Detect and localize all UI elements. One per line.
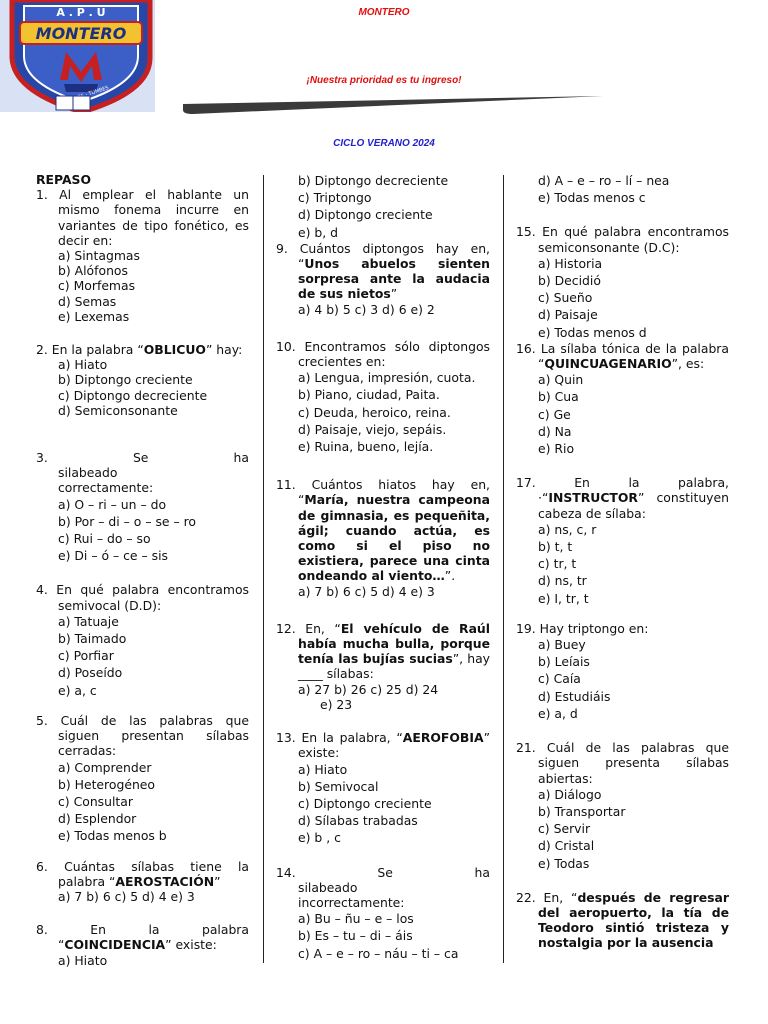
column-divider	[263, 175, 264, 963]
option: b) Diptongo decreciente	[298, 173, 449, 188]
question-stem: 3. Se ha silabeado correctamente:	[36, 450, 249, 496]
option: e) Di – ó – ce – sis	[58, 548, 168, 564]
option: e) Rio	[538, 441, 575, 457]
option: a) Diálogo	[538, 786, 602, 802]
option: a) 7 b) 6 c) 5 d) 4 e) 3	[298, 583, 435, 599]
question-stem: 16. La sílaba tónica de la palabra “QUINCUAGENARIO”, es:	[516, 340, 729, 372]
option: a) 4 b) 5 c) 3 d) 6 e) 2	[298, 301, 435, 317]
option: c) Servir	[538, 821, 591, 837]
option: a) Hiato	[58, 952, 108, 968]
question-stem: 5. Cuál de las palabras que siguen presentan sílabas cerradas:	[36, 712, 249, 759]
question-stem: 2. En la palabra “OBLICUO” hay:	[36, 342, 243, 358]
option: c) Ge	[538, 406, 571, 422]
option: e) b, d	[298, 224, 339, 240]
option: c) Deuda, heroico, reina.	[298, 404, 451, 420]
option: b) Por – di – o – se – ro	[58, 513, 197, 529]
question-9	[276, 241, 490, 317]
key-word: COINCIDENCIA	[64, 937, 166, 953]
option: b) Heterogéneo	[58, 776, 156, 792]
logo-name-text: MONTERO	[35, 24, 127, 43]
quoted-sentence: El vehículo de Raúl había mucha bulla, porque tenía las bujías sucias	[298, 620, 490, 667]
option: e) Lexemas	[58, 308, 130, 324]
option: c) Triptongo	[298, 190, 372, 206]
question-19	[516, 621, 729, 722]
option: b) Taimado	[58, 631, 127, 647]
question-1	[36, 187, 249, 324]
question-stem: 8. En la palabra “COINCIDENCIA” existe:	[36, 922, 249, 953]
key-word: QUINCUAGENARIO	[544, 356, 672, 372]
header-swoosh	[183, 96, 603, 116]
logo-sub-text: - TUMBES	[84, 85, 110, 99]
question-13	[276, 730, 490, 846]
option: d) Esplendor	[58, 811, 137, 827]
question-16	[516, 341, 729, 457]
option: d) ns, tr	[538, 573, 587, 589]
question-12	[276, 621, 490, 712]
option: a) Quin	[538, 372, 584, 388]
option: a) 7 b) 6 c) 5 d) 4 e) 3	[58, 888, 195, 904]
option: e) Todas menos b	[58, 828, 167, 844]
option: d) Poseído	[58, 665, 123, 681]
option: e) Todas	[538, 855, 590, 871]
option: c) Morfemas	[58, 278, 136, 294]
option: d) Na	[538, 423, 572, 439]
option: c) Diptongo creciente	[298, 795, 432, 811]
question-stem: 9. Cuántos diptongos hay en, “Unos abuelos sienten sorpresa ante la audacia de sus nietos”	[276, 240, 490, 302]
question-8	[36, 922, 249, 968]
option: d) Estudiáis	[538, 688, 611, 704]
option: e) Todas menos d	[538, 324, 647, 340]
option: e) b , c	[298, 830, 341, 846]
option: d) Semas	[58, 293, 117, 309]
option: c) A – e – ro – náu – ti – ca	[298, 945, 459, 961]
option: c) Consultar	[58, 793, 133, 809]
option: d) A – e – ro – lí – nea	[538, 173, 670, 188]
cycle-label: CICLO VERANO 2024	[333, 138, 435, 149]
quoted-sentence: María, nuestra campeona de gimnasia, es pequeñita, ágil; cuando actúa, es como si el piso no existiera, parece una cinta ondeando al viento…	[298, 492, 490, 584]
option: a) Hiato	[298, 761, 348, 777]
option: a) Sintagmas	[58, 248, 140, 264]
question-22	[516, 890, 729, 951]
option: e) a, c	[58, 682, 97, 698]
option: b) Alófonos	[58, 263, 128, 279]
question-stem: 17. En la palabra, ·“INSTRUCTOR” constituyen cabeza de sílaba:	[516, 475, 729, 521]
key-word: AEROFOBIA	[402, 730, 484, 746]
question-2	[36, 342, 249, 418]
question-stem: 15. En qué palabra encontramos semiconsonante (D.C):	[516, 224, 729, 255]
option: d) Semiconsonante	[58, 402, 178, 418]
option: d) Diptongo creciente	[298, 207, 433, 223]
question-stem: 11. Cuántos hiatos hay en, “María, nuestra campeona de gimnasia, es pequeñita, ágil; cuando actúa, es como si el piso no existiera, parece una cinta ondeando al viento…”.	[276, 477, 490, 584]
option: b) Cua	[538, 389, 579, 405]
question-10	[276, 339, 490, 455]
column-2	[276, 172, 490, 962]
option: c) Diptongo decreciente	[58, 387, 208, 403]
option: b) Decidió	[538, 273, 601, 289]
column-1	[36, 172, 249, 968]
question-11	[276, 477, 490, 599]
option: e) Todas menos c	[538, 190, 646, 206]
option: e) a, d	[538, 705, 578, 721]
option: e) I, tr, t	[538, 590, 589, 606]
option: b) Semivocal	[298, 778, 379, 794]
option: e) Ruina, bueno, lejía.	[298, 439, 434, 455]
option: d) Sílabas trabadas	[298, 813, 418, 829]
option: b) Piano, ciudad, Paita.	[298, 387, 440, 403]
section-title: REPASO	[36, 172, 91, 187]
option: a) Lengua, impresión, cuota.	[298, 370, 476, 386]
question-stem: 1. Al emplear el hablante un mismo fonema incurre en variantes de tipo fonético, es decir en:	[36, 187, 249, 248]
option: c) Rui – do – so	[58, 531, 151, 547]
option: c) tr, t	[538, 556, 577, 572]
option: c) Caía	[538, 671, 581, 687]
key-word: AEROSTACIÓN	[115, 873, 215, 889]
school-name: MONTERO	[358, 7, 410, 18]
option: d) Paisaje, viejo, sepáis.	[298, 421, 447, 437]
question-stem: 6. Cuántas sílabas tiene la palabra “AEROSTACIÓN”	[36, 858, 249, 889]
question-stem: 22. En, “después de regresar del aeropuerto, la tía de Teodoro sintió tristeza y nostalgia por la ausencia	[516, 889, 730, 951]
question-4	[36, 582, 249, 698]
question-21	[516, 740, 729, 872]
key-word: OBLICUO	[143, 342, 206, 358]
option: a) 27 b) 26 c) 25 d) 24	[298, 681, 439, 697]
option: e) 23	[320, 696, 353, 712]
question-stem: 21. Cuál de las palabras que siguen presenta sílabas abiertas:	[516, 740, 729, 786]
question-stem: 14. Se ha silabeado incorrectamente:	[276, 864, 490, 910]
question-14	[276, 865, 490, 962]
question-3	[36, 450, 249, 564]
option: d) Paisaje	[538, 307, 598, 323]
slogan: ¡Nuestra prioridad es tu ingreso!	[306, 75, 462, 86]
question-6	[36, 859, 249, 905]
quoted-sentence: Unos abuelos sienten sorpresa ante la audacia de sus nietos	[298, 256, 490, 302]
option: a) Comprender	[58, 759, 152, 775]
option: d) Cristal	[538, 838, 595, 854]
question-stem: 13. En la palabra, “AEROFOBIA” existe:	[276, 730, 490, 761]
column-3	[516, 172, 729, 951]
column-divider	[503, 175, 504, 963]
option: b) Leíais	[538, 654, 590, 670]
option: b) t, t	[538, 539, 573, 555]
quoted-sentence: después de regresar del aeropuerto, la tía de Teodoro sintió tristeza y nostalgia por la ausencia	[538, 889, 730, 951]
question-stem: 19. Hay triptongo en:	[516, 620, 649, 636]
option: b) Transportar	[538, 803, 626, 819]
question-stem: 10. Encontramos sólo diptongos crecientes en:	[276, 338, 490, 370]
option: b) Es – tu – di – áis	[298, 928, 413, 944]
option: a) Hiato	[58, 357, 108, 373]
question-8-continued	[276, 172, 490, 241]
question-stem: 12. En, “El vehículo de Raúl había mucha bulla, porque tenía las bujías sucias”, hay ____ sílabas:	[276, 620, 490, 682]
option: a) Historia	[538, 255, 603, 271]
option: a) O – ri – un – do	[58, 496, 167, 512]
option: a) Bu – ñu – e – los	[298, 911, 414, 927]
option: b) Diptongo creciente	[58, 372, 193, 388]
question-14-continued	[516, 172, 729, 206]
key-word: INSTRUCTOR	[548, 490, 638, 506]
option: c) Porfiar	[58, 648, 114, 664]
question-5	[36, 713, 249, 845]
option: a) Buey	[538, 637, 586, 653]
option: c) Sueño	[538, 290, 593, 306]
question-15	[516, 224, 729, 340]
question-stem: 4. En qué palabra encontramos semivocal (D.D):	[36, 582, 249, 613]
option: a) ns, c, r	[538, 521, 597, 537]
question-17	[516, 475, 729, 607]
option: a) Tatuaje	[58, 613, 119, 629]
logo-top-text: A . P . U	[56, 6, 106, 19]
